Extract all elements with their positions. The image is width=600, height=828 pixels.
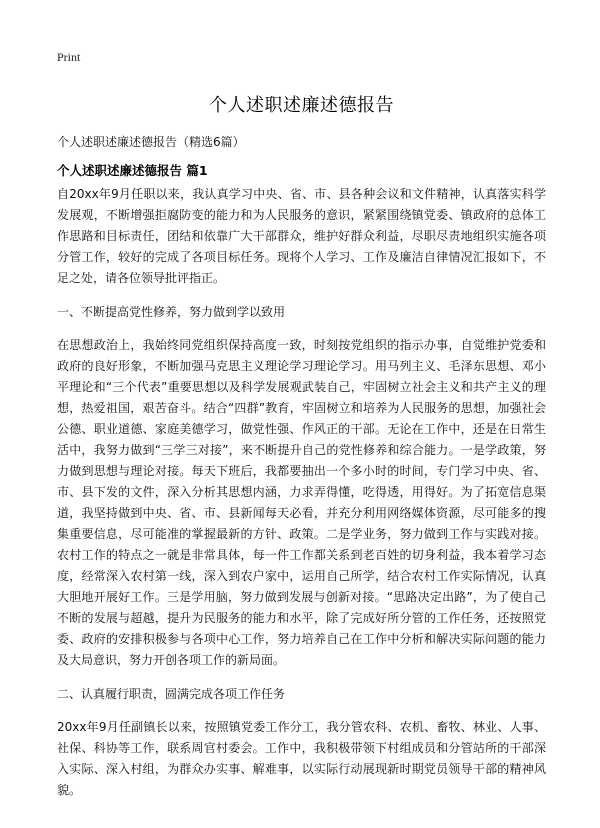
paragraph-one: 在思想政治上，我始终同党组织保持高度一致，时刻按党组织的指示办事，自觉维护党委和政府的良好形象，不断加强马克思主义理论学习理论学习。用马列主义、毛泽东思想、邓小平理论和“三个代表”重要思想以及科学发展观武装自己，牢固树立社会主义和共产主义的理想，热爱祖国，艰苦奋斗。结合“四群”教育，牢固树立和培养为人民服务的思想，加强社会公德、职业道德、家庭美德学习，做党性强、作风正的干部。无论在工作中，还是在日常生活中，我努力做到“三学三对接”，来不断提升自己的党性修养和综合能力。一是学政策，努力做到思想与理论对接。每天下班后，我都要抽出一个多小时的时间，专门学习中央、省、市、县下发的文件，深入分析其思想内涵，力求弄得懂，吃得透，用得好。为了拓宽信息渠道，我坚持做到中央、省、市、县新闻每天必看，并充分利用网络媒体资源，尽可能多的搜集重要信息，尽可能准的掌握最新的方针、政策。二是学业务，努力做到工作与实践对接。农村工作的特点之一就是非常具体，每一件工作都关系到老百姓的切身利益，我本着学习态度，经常深入农村第一线，深入到农户家中，运用自己所学，结合农村工作实际情况，认真大胆地开展好工作。三是学用脑，努力做到发展与创新对接。“思路决定出路”，为了使自己不断的发展与超越，提升为民服务的能力和水平，除了完成好所分管的工作任务，还按照党委、政府的安排积极参与各项中心工作，努力培养自己在工作中分析和解决实际问题的能力及大局意识，努力开创各项工作的新局面。	[57, 338, 546, 667]
document-title: 个人述职述廉述德报告	[209, 95, 394, 116]
heading-one: 一、不断提高党性修养，努力做到学以致用	[57, 305, 286, 319]
section-title: 个人述职述廉述德报告 篇1	[57, 163, 208, 178]
paragraph-two: 20xx年9月任副镇长以来，按照镇党委工作分工，我分管农科、农机、畜牧、林业、人事、社保、科协等工作，联系周官村委会。工作中，我积极带领下村组成员和分管站所的干部深入实际、深入村组，为群众办实事、解难事，以实际行动展现新时期党员领导干部的精神风貌。	[57, 720, 546, 797]
print-link[interactable]: Print	[57, 50, 81, 64]
document-subtitle: 个人述职述廉述德报告（精选6篇）	[57, 135, 245, 149]
intro-paragraph: 自20xx年9月任职以来，我认真学习中央、省、市、县各种会议和文件精神，认真落实科学发展观，不断增强拒腐防变的能力和为人民服务的意识，紧紧围绕镇党委、镇政府的总体工作思路和目标责任，团结和依靠广大干部群众，维护好群众利益，尽职尽责地组织实施各项分管工作，较好的完成了各项目标任务。现将个人学习、工作及廉洁自律情况汇报如下，不足之处，请各位领导批评指正。	[57, 187, 546, 285]
heading-two: 二、认真履行职责，圆满完成各项工作任务	[57, 687, 286, 701]
